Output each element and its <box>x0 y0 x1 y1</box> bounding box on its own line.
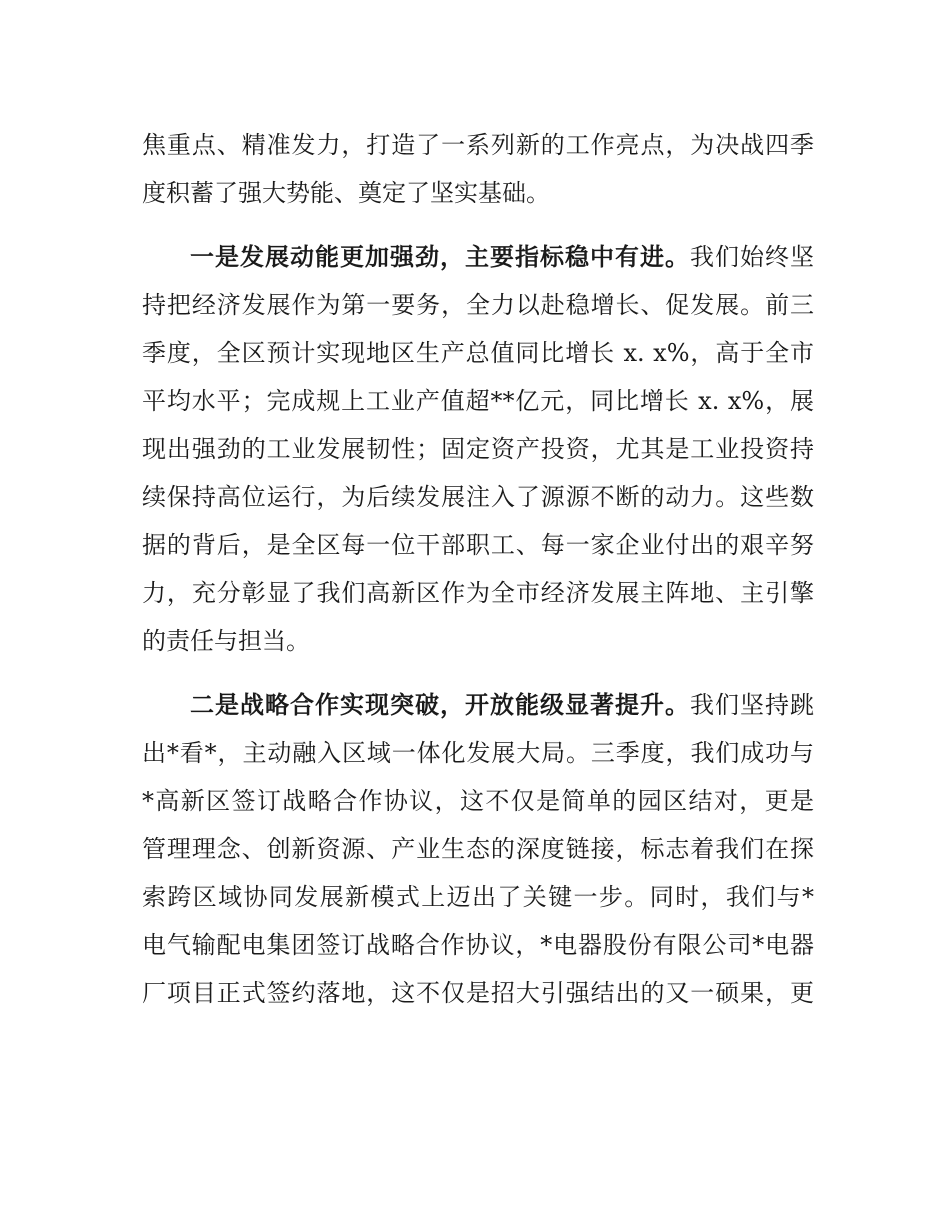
intro-line: 度积蓄了强大势能、奠定了坚实基础。 <box>142 179 550 207</box>
document-body <box>142 121 814 1017</box>
section1-line: 持把经济发展作为第一要务，全力以赴稳增长、促发展。前三 <box>142 291 814 319</box>
section2-heading: 二是战略合作实现突破，开放能级显著提升。 <box>190 691 690 719</box>
section1-line: 平均水平；完成规上工业产值超**亿元，同比增长 x. x%，展 <box>142 387 814 415</box>
section1-line: 季度，全区预计实现地区生产总值同比增长 x. x%，高于全市 <box>142 339 814 367</box>
section1-first-line <box>142 233 814 281</box>
section2-line: 出*看*，主动融入区域一体化发展大局。三季度，我们成功与 <box>142 739 814 767</box>
section2-line: 索跨区域协同发展新模式上迈出了关键一步。同时，我们与* <box>142 883 814 911</box>
section1-line: 现出强劲的工业发展韧性；固定资产投资，尤其是工业投资持 <box>142 435 814 463</box>
section1-heading: 一是发展动能更加强劲，主要指标稳中有进。 <box>190 243 690 271</box>
intro-line: 焦重点、精准发力，打造了一系列新的工作亮点，为决战四季 <box>142 131 814 159</box>
section2-first-line <box>142 681 814 729</box>
paragraph-gap <box>142 217 814 233</box>
paragraph-gap <box>142 665 814 681</box>
section1-line: 续保持高位运行，为后续发展注入了源源不断的动力。这些数 <box>142 483 814 511</box>
section1-first-line-rest: 我们始终坚 <box>690 243 814 271</box>
section2-line: 厂项目正式签约落地，这不仅是招大引强结出的又一硕果，更 <box>142 979 814 1007</box>
section2-first-line-rest: 我们坚持跳 <box>690 691 814 719</box>
section2-line: *高新区签订战略合作协议，这不仅是简单的园区结对，更是 <box>142 787 814 815</box>
section2-line: 管理理念、创新资源、产业生态的深度链接，标志着我们在探 <box>142 835 814 863</box>
section2-line: 电气输配电集团签订战略合作协议，*电器股份有限公司*电器 <box>142 931 814 959</box>
section1-line: 的责任与担当。 <box>142 627 310 655</box>
section1-line: 据的背后，是全区每一位干部职工、每一家企业付出的艰辛努 <box>142 531 814 559</box>
section1-line: 力，充分彰显了我们高新区作为全市经济发展主阵地、主引擎 <box>142 579 814 607</box>
